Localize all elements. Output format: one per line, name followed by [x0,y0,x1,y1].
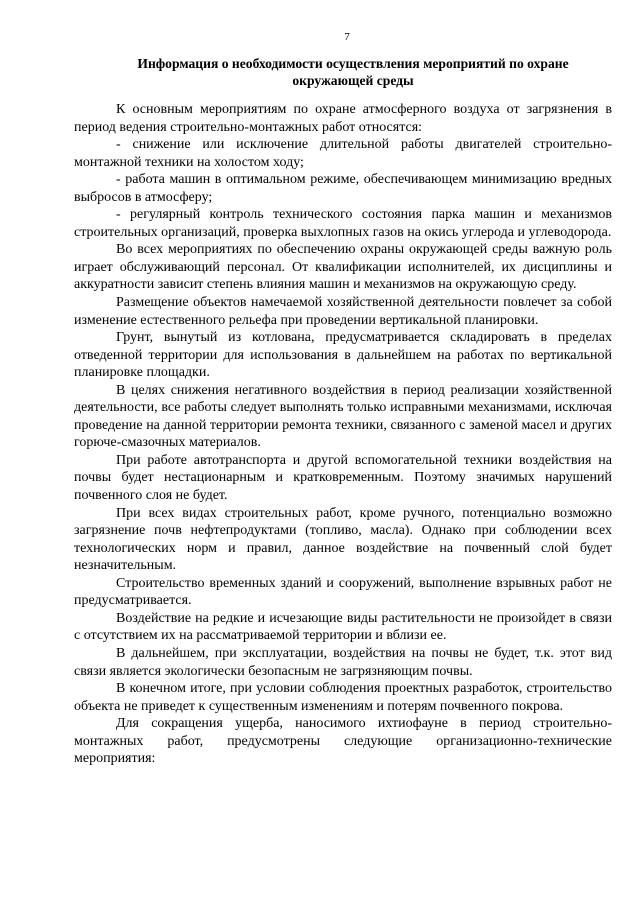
document-title [74,55,612,89]
paragraph-operation: В дальнейшем, при эксплуатации, воздействия на почвы не будет, т.к. этот вид связи является экологически безопасным не загрязняющим почвы. [74,645,612,679]
paragraph-pollution: При всех видах строительных работ, кроме ручного, потенциально возможно загрязнение почв нефтепродуктами (топливо, масла). Однако при соблюдении всех технологических норм и правил, данное воздействие на почвенный слой будет незначительным. [74,505,612,574]
paragraph-relief: Размещение объектов намечаемой хозяйственной деятельности повлечет за собой изменение естественного рельефа при проведении вертикальной планировки. [74,295,612,328]
list-item-regular-control: - регулярный контроль технического состояния парка машин и механизмов строительных организаций, проверка выхлопных газов на окись углерода и углеводорода. [74,207,612,240]
document-page [74,30,612,768]
page-number: 7 [344,31,350,43]
document-body [74,101,612,768]
paragraph-transport: При работе автотранспорта и другой вспомогательной техники воздействия на почвы будет нестационарным и кратковременным. Поэтому значимых нарушений почвенного слоя не будет. [74,452,612,504]
paragraph-temporary-buildings: Строительство временных зданий и сооружений, выполнение взрывных работ не предусматривается. [74,575,612,609]
paragraph-negative-impact: В целях снижения негативного воздействия в период реализации хозяйственной деятельности, все работы следует выполнять только исправными механизмами, исключая проведение на данной территории ремонта техники, связанного с заменой масел и других горюче-смазочных материалов. [74,382,612,451]
list-item-optimal-mode: - работа машин в оптимальном режиме, обеспечивающем минимизацию вредных выбросов в атмосферу; [74,172,612,205]
paragraph-soil-storage: Грунт, вынутый из котлована, предусматривается складировать в пределах отведенной территории для использования в дальнейшем на работах по вертикальной планировке площадки. [74,330,612,381]
paragraph-personnel: Во всех мероприятиях по обеспечению охраны окружающей среды важную роль играет обслуживающий персонал. От квалификации исполнителей, их дисциплины и аккуратности зависит степень влияния машин и механизмов на окружающую среду. [74,242,612,293]
paragraph-conclusion: В конечном итоге, при условии соблюдения проектных разработок, строительство объекта не приведет к существенным изменениям и потерям почвенного покрова. [74,681,612,714]
list-item-idle-reduction: - снижение или исключение длительной работы двигателей строительно-монтажной техники на холостом ходу; [74,137,612,170]
paragraph-vegetation: Воздействие на редкие и исчезающие виды растительности не произойдет в связи с отсутствием их на рассматриваемой территории и вблизи ее. [74,610,612,644]
document-title-line-1: Информация о необходимости осуществления мероприятий по охране [137,56,569,71]
paragraph-intro: К основным мероприятиям по охране атмосферного воздуха от загрязнения в период ведения строительно-монтажных работ относятся: [74,102,612,135]
document-title-line-2: окружающей среды [292,73,414,88]
paragraph-ichthyofauna: Для сокращения ущерба, наносимого ихтиофауне в период строительно-монтажных работ, предусмотрены следующие организационно-технические мероприятия: [74,716,612,767]
